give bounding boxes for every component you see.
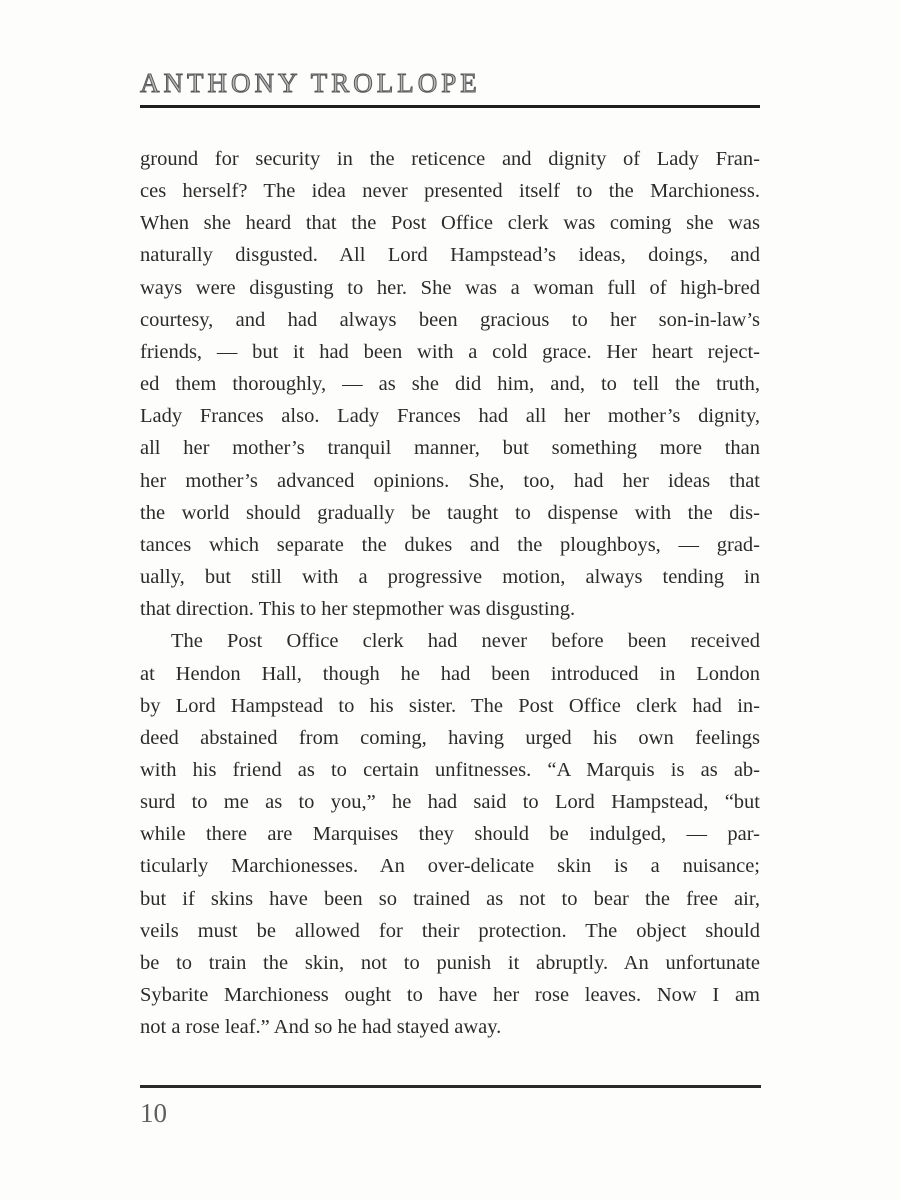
- running-header-author: ANTHONY TROLLOPE: [140, 68, 481, 98]
- text-line: courtesy, and had always been gracious to her son-in-law’s: [140, 308, 760, 331]
- text-line: veils must be allowed for their protection. The object should: [140, 919, 760, 942]
- text-block: [140, 143, 760, 1043]
- text-line: ways were disgusting to her. She was a woman full of high-bred: [140, 276, 760, 299]
- page-number: 10: [140, 1098, 167, 1128]
- text-line: When she heard that the Post Office clerk was coming she was: [140, 212, 760, 235]
- text-line: naturally disgusted. All Lord Hampstead’s ideas, doings, and: [140, 244, 760, 267]
- text-line: be to train the skin, not to punish it abruptly. An unfortunate: [140, 951, 760, 974]
- text-line: while there are Marquises they should be indulged, — par-: [140, 823, 760, 846]
- text-line: by Lord Hampstead to his sister. The Post Office clerk had in-: [140, 694, 760, 717]
- text-line: deed abstained from coming, having urged his own feelings: [140, 726, 760, 749]
- text-line: ed them thoroughly, — as she did him, and, to tell the truth,: [140, 373, 760, 396]
- text-line: all her mother’s tranquil manner, but something more than: [140, 437, 760, 460]
- header-rule: [140, 105, 760, 108]
- text-line: ually, but still with a progressive motion, always tending in: [140, 566, 760, 589]
- text-line: The Post Office clerk had never before been received: [171, 630, 760, 653]
- text-line: Lady Frances also. Lady Frances had all her mother’s dignity,: [140, 405, 760, 428]
- text-line: not a rose leaf.” And so he had stayed away.: [140, 1016, 502, 1039]
- text-line: ces herself? The idea never presented itself to the Marchioness.: [140, 180, 760, 203]
- text-line: at Hendon Hall, though he had been introduced in London: [140, 662, 760, 685]
- text-line: tances which separate the dukes and the ploughboys, — grad-: [140, 533, 760, 556]
- footer-rule: [140, 1085, 761, 1088]
- text-line: friends, — but it had been with a cold grace. Her heart reject-: [140, 340, 760, 363]
- text-line: but if skins have been so trained as not to bear the free air,: [140, 887, 760, 910]
- text-line: with his friend as to certain unfitnesses. “A Marquis is as ab-: [140, 758, 760, 781]
- text-line: ground for security in the reticence and dignity of Lady Fran-: [140, 148, 760, 170]
- text-line: surd to me as to you,” he had said to Lord Hampstead, “but: [140, 791, 760, 814]
- text-line: that direction. This to her stepmother was disgusting.: [140, 598, 576, 621]
- text-line: the world should gradually be taught to dispense with the dis-: [140, 501, 760, 524]
- text-line: Sybarite Marchioness ought to have her rose leaves. Now I am: [140, 984, 760, 1007]
- text-line: her mother’s advanced opinions. She, too, had her ideas that: [140, 469, 760, 492]
- text-line: ticularly Marchionesses. An over-delicate skin is a nuisance;: [140, 855, 760, 878]
